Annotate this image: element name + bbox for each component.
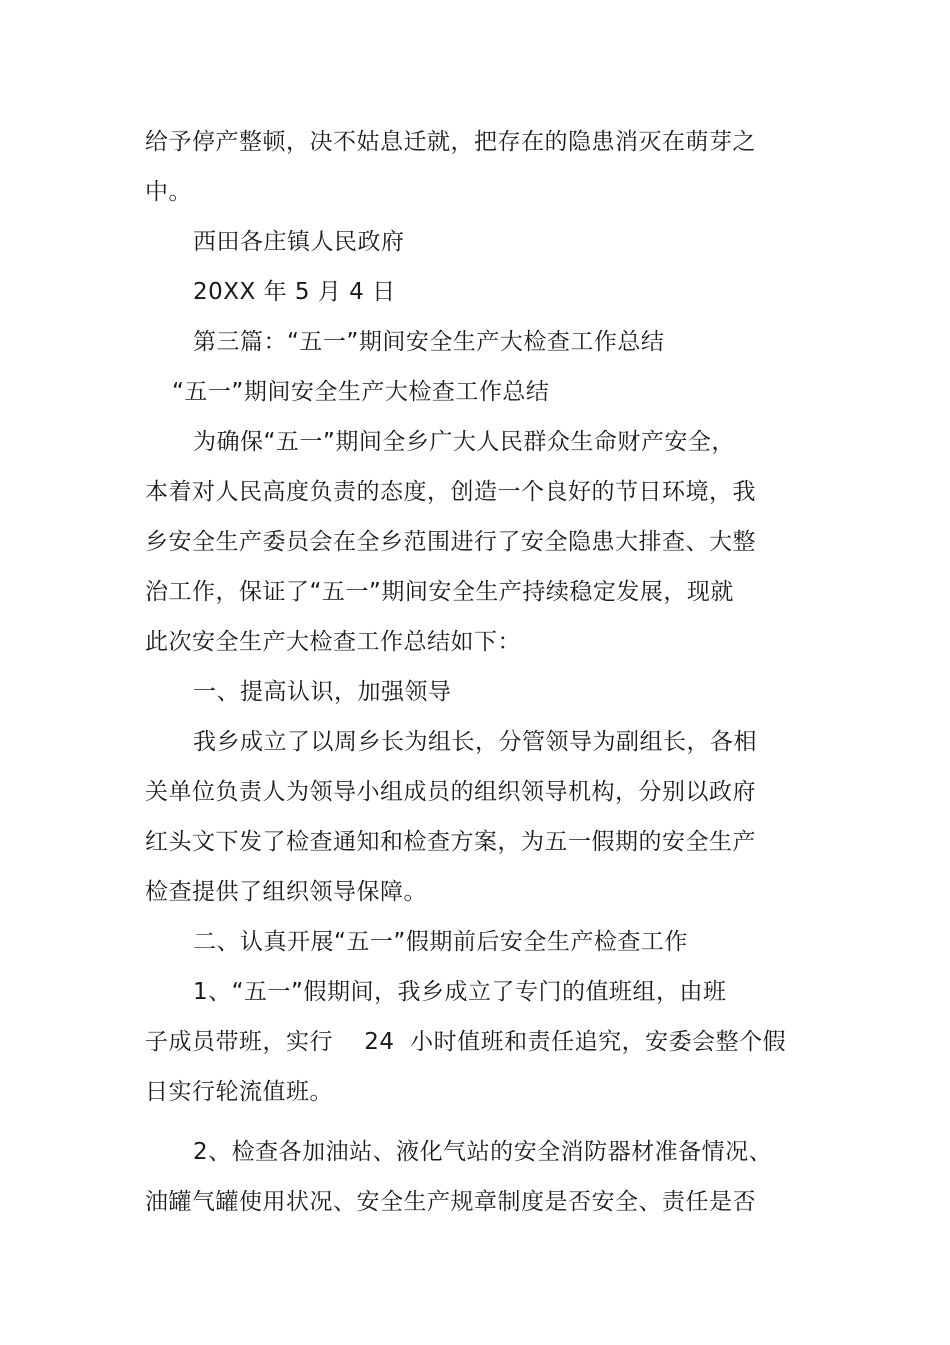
paragraph-line: 给予停产整顿，决不姑息迁就，把存在的隐患消灭在萌芽之 (145, 129, 756, 155)
section-heading: 第三篇：“五一”期间安全生产大检查工作总结 (193, 329, 665, 355)
paragraph-line: 1、“五一”假期间，我乡成立了专门的值班组，由班 (193, 979, 727, 1005)
paragraph-line: 红头文下发了检查通知和检查方案，为五一假期的安全生产 (145, 829, 756, 855)
paragraph-line: 此次安全生产大检查工作总结如下： (145, 629, 521, 655)
signature-date: 20XX 年 5 月 4 日 (193, 279, 396, 305)
paragraph-line: 乡安全生产委员会在全乡范围进行了安全隐患大排查、大整 (145, 529, 756, 555)
paragraph-line: 本着对人民高度负责的态度，创造一个良好的节日环境，我 (145, 479, 756, 505)
paragraph-line: 检查提供了组织领导保障。 (145, 879, 427, 905)
paragraph-line: 油罐气罐使用状况、安全生产规章制度是否安全、责任是否 (145, 1189, 756, 1215)
paragraph-line: 日实行轮流值班。 (145, 1079, 333, 1105)
paragraph-line: 为确保“五一”期间全乡广大人民群众生命财产安全， (193, 429, 735, 455)
paragraph-line: 中。 (145, 179, 192, 205)
paragraph-line: 2、检查各加油站、液化气站的安全消防器材准备情况、 (193, 1139, 773, 1165)
subsection-heading: 一、提高认识，加强领导 (193, 679, 452, 705)
subsection-heading: 二、认真开展“五一”假期前后安全生产检查工作 (193, 929, 688, 955)
paragraph-line: 我乡成立了以周乡长为组长，分管领导为副组长，各相 (193, 729, 757, 755)
signature-organization: 西田各庄镇人民政府 (193, 229, 405, 255)
document-title: “五一”期间安全生产大检查工作总结 (172, 379, 550, 405)
paragraph-line: 关单位负责人为领导小组成员的组织领导机构，分别以政府 (145, 779, 756, 805)
paragraph-line: 子成员带班，实行 24 小时值班和责任追究，安委会整个假 (145, 1029, 787, 1055)
paragraph-line: 治工作，保证了“五一”期间安全生产持续稳定发展，现就 (145, 579, 734, 605)
